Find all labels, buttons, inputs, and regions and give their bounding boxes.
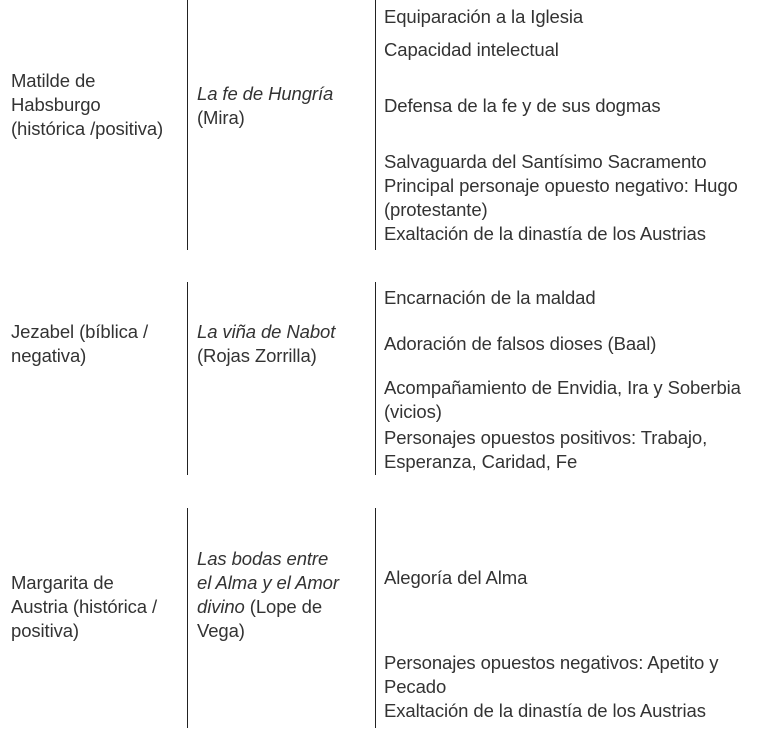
character-name-line: Margarita de [11, 572, 114, 593]
character-name-line: Habsburgo [11, 94, 101, 115]
trait-item: Acompañamiento de Envidia, Ira y Soberbia [384, 377, 741, 398]
character-name-line: Jezabel (bíblica / [11, 321, 149, 342]
trait-item: Pecado [384, 676, 447, 697]
work-author: (Rojas Zorrilla) [197, 345, 317, 366]
trait-item: Equiparación a la Iglesia [384, 6, 584, 27]
work-title: divino [197, 596, 245, 617]
trait-item: (protestante) [384, 199, 488, 220]
trait-item: Principal personaje opuesto negativo: Hugo [384, 175, 738, 196]
column-divider [375, 0, 376, 250]
trait-item: Esperanza, Caridad, Fe [384, 451, 578, 472]
column-divider [375, 282, 376, 475]
column-divider [187, 0, 188, 250]
column-divider [375, 508, 376, 728]
trait-item: Adoración de falsos dioses (Baal) [384, 333, 657, 354]
trait-item: Personajes opuestos negativos: Apetito y [384, 652, 719, 673]
trait-item: Alegoría del Alma [384, 567, 528, 588]
trait-item: Defensa de la fe y de sus dogmas [384, 95, 661, 116]
column-divider [187, 508, 188, 728]
trait-item: Exaltación de la dinastía de los Austrias [384, 700, 706, 721]
trait-item: Salvaguarda del Santísimo Sacramento [384, 151, 707, 172]
trait-item: Personajes opuestos positivos: Trabajo, [384, 427, 708, 448]
work-author: (Lope de [249, 596, 323, 617]
trait-item: Exaltación de la dinastía de los Austrias [384, 223, 706, 244]
column-divider [187, 282, 188, 475]
character-name-line: Matilde de [11, 70, 96, 91]
work-author: (Mira) [197, 107, 245, 128]
character-name-line: negativa) [11, 345, 87, 366]
work-title: La fe de Hungría [197, 83, 334, 104]
character-name-line: (histórica /positiva) [11, 118, 164, 139]
work-title: La viña de Nabot [197, 321, 336, 342]
trait-item: Capacidad intelectual [384, 39, 559, 60]
character-name-line: Austria (histórica / [11, 596, 158, 617]
work-title: Las bodas entre [197, 548, 329, 569]
character-name-line: positiva) [11, 620, 79, 641]
trait-item: Encarnación de la maldad [384, 287, 596, 308]
work-title-author-line [197, 595, 322, 619]
work-title: el Alma y el Amor [197, 572, 339, 593]
trait-item: (vicios) [384, 401, 442, 422]
work-author: Vega) [197, 620, 245, 641]
